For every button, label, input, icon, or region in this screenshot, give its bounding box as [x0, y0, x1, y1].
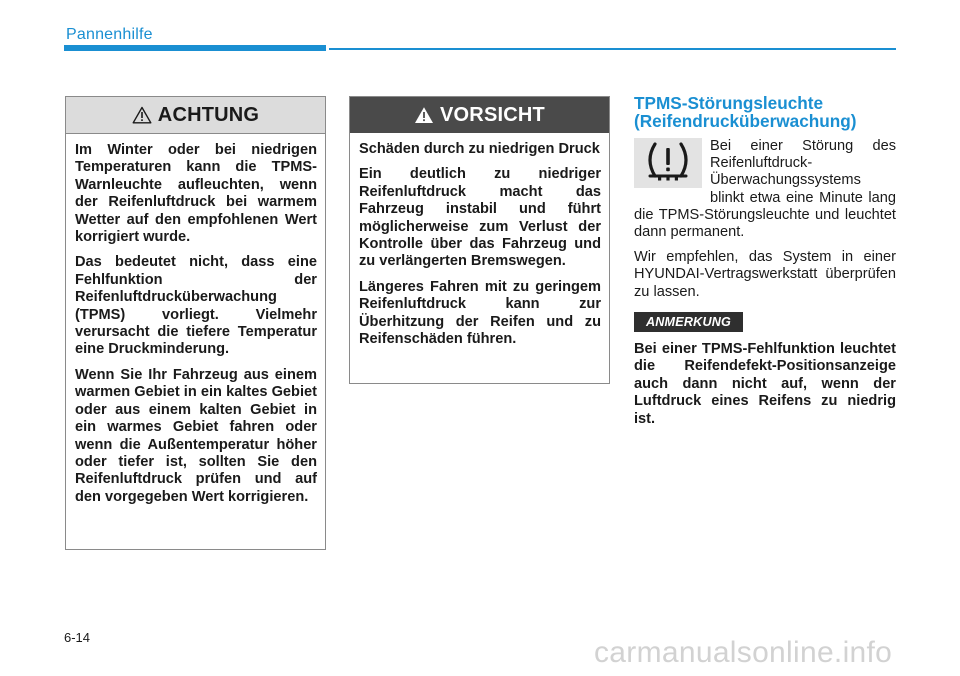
vorsicht-paragraph: Schäden durch zu niedrigen Druck: [359, 141, 600, 157]
warning-filled-icon: [414, 106, 434, 124]
tpms-heading: TPMS-Störungsleuchte (Reifendrucküberwachung): [634, 93, 857, 131]
vorsicht-paragraph: Längeres Fahren mit zu geringem Reifenluftdruck kann zur Überhitzung der Reifen und zu Reifenschäden führen.: [359, 278, 601, 348]
achtung-header: [66, 97, 325, 134]
tpms-paragraph: Wir empfehlen, das System in einer HYUNDAI-Vertragswerkstatt überprüfen zu lassen.: [634, 249, 896, 300]
vorsicht-title: VORSICHT: [440, 103, 545, 126]
vorsicht-header: [350, 97, 609, 133]
vorsicht-box: [349, 96, 610, 384]
watermark: carmanualsonline.info: [594, 636, 893, 669]
anmerkung-label: ANMERKUNG: [634, 312, 743, 332]
achtung-box: [65, 96, 326, 550]
anmerkung-text: Bei einer TPMS-Fehlfunktion leuchtet die Reifendefekt-Positionsanzeige auch dann nicht auf, wenn der Luftdruck eines Reifens zu niedrig ist.: [634, 341, 896, 427]
header-rule-thin: [329, 48, 896, 50]
warning-outline-icon: [132, 106, 152, 124]
section-title: Pannenhilfe: [66, 26, 153, 43]
tpms-text: [634, 138, 896, 309]
achtung-paragraph: Wenn Sie Ihr Fahrzeug aus einem warmen Gebiet in ein kaltes Gebiet oder aus einem kalten Gebiet in ein warmes Gebiet fahren oder wenn die Außentemperatur höher oder tiefer ist, sollten Sie den Reifenluftdruck prüfen und auf den vorgegeben Wert korrigieren.: [75, 366, 317, 505]
page-number: 6-14: [64, 630, 91, 645]
achtung-title: ACHTUNG: [157, 103, 260, 126]
vorsicht-paragraph: Ein deutlich zu niedriger Reifenluftdruck macht das Fahrzeug instabil und führt möglicherweise zum Verlust der Kontrolle über das Fahrzeug und zu verlängerten Bremswegen.: [359, 166, 601, 270]
tpms-paragraph: Bei einer Störung des Reifenluftdruck-Überwachungssystems blinkt etwa eine Minute lang die TPMS-Störungsleuchte und leuchtet dann permanent.: [634, 138, 896, 241]
header-rule-thick: [64, 45, 326, 51]
achtung-paragraph: Im Winter oder bei niedrigen Temperaturen kann die TPMS-Warnleuchte aufleuchten, wenn der Reifenluftdruck bei warmem Wetter auf den empfohlenen Wert korrigiert wurde.: [75, 142, 317, 246]
achtung-paragraph: Das bedeutet nicht, dass eine Fehlfunktion der Reifenluftdrucküberwachung (TPMS) vorliegt. Vielmehr verursacht die tiefere Temperatur eine Druckminderung.: [75, 254, 317, 358]
